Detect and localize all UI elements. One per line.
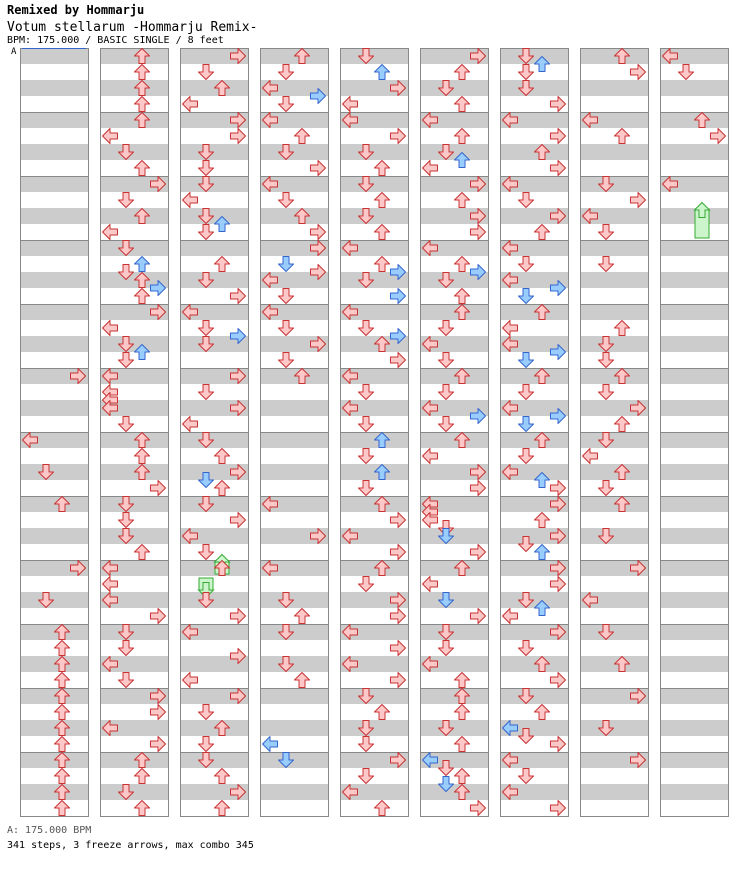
song-title: Votum stellarum -Hommarju Remix- [7, 20, 258, 35]
beat-stripe [20, 400, 88, 416]
beat-stripe [580, 240, 648, 256]
up-arrow-icon [615, 321, 630, 336]
chart-stats: 341 steps, 3 freeze arrows, max combo 345 [7, 840, 254, 851]
up-arrow-icon [135, 449, 150, 464]
down-arrow-icon [199, 161, 214, 176]
down-arrow-icon [439, 353, 454, 368]
up-arrow-icon [215, 449, 230, 464]
beat-stripe [260, 464, 328, 480]
down-arrow-icon [279, 65, 294, 80]
right-arrow-icon [391, 289, 406, 304]
right-arrow-icon [471, 609, 486, 624]
down-arrow-icon [439, 417, 454, 432]
down-arrow-icon [359, 769, 374, 784]
up-arrow-icon [535, 513, 550, 528]
up-arrow-icon [615, 129, 630, 144]
right-arrow-icon [391, 353, 406, 368]
remixer-credit: Remixed by Hommarju [7, 3, 145, 17]
left-arrow-icon [103, 321, 118, 336]
bpm-marker: A [11, 47, 17, 57]
down-arrow-icon [119, 193, 134, 208]
down-arrow-icon [599, 353, 614, 368]
up-arrow-icon [455, 289, 470, 304]
down-arrow-icon [359, 385, 374, 400]
down-arrow-icon [519, 417, 534, 432]
down-arrow-icon [199, 321, 214, 336]
right-arrow-icon [631, 65, 646, 80]
right-arrow-icon [551, 97, 566, 112]
down-arrow-icon [119, 673, 134, 688]
left-arrow-icon [583, 449, 598, 464]
left-arrow-icon [183, 97, 198, 112]
beat-stripe [20, 304, 88, 320]
right-arrow-icon [391, 545, 406, 560]
right-arrow-icon [391, 609, 406, 624]
beat-stripe [660, 656, 728, 672]
up-arrow-icon [375, 801, 390, 816]
down-arrow-icon [199, 385, 214, 400]
up-arrow-icon [375, 705, 390, 720]
left-arrow-icon [183, 193, 198, 208]
right-arrow-icon [551, 673, 566, 688]
right-arrow-icon [551, 161, 566, 176]
up-arrow-icon [455, 65, 470, 80]
right-arrow-icon [391, 673, 406, 688]
up-arrow-icon [215, 257, 230, 272]
right-arrow-icon [231, 609, 246, 624]
down-arrow-icon [279, 97, 294, 112]
up-arrow-icon [135, 161, 150, 176]
beat-stripe [20, 112, 88, 128]
right-arrow-icon [391, 641, 406, 656]
left-arrow-icon [503, 321, 518, 336]
right-arrow-icon [151, 481, 166, 496]
right-arrow-icon [311, 161, 326, 176]
beat-stripe [660, 592, 728, 608]
down-arrow-icon [359, 321, 374, 336]
down-arrow-icon [279, 289, 294, 304]
right-arrow-icon [151, 737, 166, 752]
right-arrow-icon [231, 513, 246, 528]
right-arrow-icon [551, 737, 566, 752]
beat-stripe [660, 720, 728, 736]
up-arrow-icon [455, 97, 470, 112]
beat-stripe [660, 80, 728, 96]
up-arrow-icon [215, 481, 230, 496]
right-arrow-icon [711, 129, 726, 144]
up-arrow-icon [375, 193, 390, 208]
up-arrow-icon [535, 545, 550, 560]
up-arrow-icon [375, 225, 390, 240]
up-arrow-icon [215, 769, 230, 784]
up-arrow-icon [455, 705, 470, 720]
beat-stripe [660, 624, 728, 640]
up-arrow-icon [375, 161, 390, 176]
up-arrow-icon [455, 193, 470, 208]
up-arrow-icon [55, 641, 70, 656]
right-arrow-icon [311, 225, 326, 240]
right-arrow-icon [551, 577, 566, 592]
left-arrow-icon [343, 97, 358, 112]
beat-stripe [580, 144, 648, 160]
up-arrow-icon [535, 225, 550, 240]
up-arrow-icon [455, 257, 470, 272]
beat-stripe [660, 304, 728, 320]
beat-stripe [20, 48, 88, 64]
up-arrow-icon [135, 97, 150, 112]
down-arrow-icon [199, 65, 214, 80]
right-arrow-icon [551, 129, 566, 144]
bpm-legend: A: 175.000 BPM [7, 825, 92, 836]
up-arrow-icon [455, 673, 470, 688]
up-arrow-icon [615, 417, 630, 432]
beat-stripe [20, 176, 88, 192]
right-arrow-icon [151, 609, 166, 624]
down-arrow-icon [519, 353, 534, 368]
beat-stripe [180, 240, 248, 256]
beat-stripe [660, 368, 728, 384]
beat-stripe [20, 240, 88, 256]
right-arrow-icon [391, 513, 406, 528]
left-arrow-icon [103, 225, 118, 240]
down-arrow-icon [279, 321, 294, 336]
beat-stripe [580, 80, 648, 96]
right-arrow-icon [471, 481, 486, 496]
up-arrow-icon [135, 289, 150, 304]
down-arrow-icon [359, 737, 374, 752]
left-arrow-icon [503, 609, 518, 624]
down-arrow-icon [599, 225, 614, 240]
down-arrow-icon [439, 641, 454, 656]
down-arrow-icon [359, 577, 374, 592]
down-arrow-icon [119, 641, 134, 656]
beat-stripe [660, 560, 728, 576]
down-arrow-icon [599, 481, 614, 496]
down-arrow-icon [199, 737, 214, 752]
beat-stripe [20, 80, 88, 96]
up-arrow-icon [135, 257, 150, 272]
beat-stripe [660, 400, 728, 416]
left-arrow-icon [423, 577, 438, 592]
down-arrow-icon [599, 385, 614, 400]
down-arrow-icon [199, 545, 214, 560]
down-arrow-icon [599, 257, 614, 272]
beat-stripe [260, 720, 328, 736]
down-arrow-icon [519, 385, 534, 400]
up-arrow-icon [135, 769, 150, 784]
right-arrow-icon [631, 193, 646, 208]
down-arrow-icon [519, 769, 534, 784]
right-arrow-icon [231, 129, 246, 144]
down-arrow-icon [199, 225, 214, 240]
down-arrow-icon [199, 705, 214, 720]
beat-stripe [260, 400, 328, 416]
beat-stripe [660, 272, 728, 288]
down-arrow-icon [439, 321, 454, 336]
left-arrow-icon [423, 161, 438, 176]
up-arrow-icon [295, 673, 310, 688]
beat-stripe [660, 528, 728, 544]
down-arrow-icon [519, 65, 534, 80]
down-arrow-icon [359, 481, 374, 496]
down-arrow-icon [279, 257, 294, 272]
beat-stripe [20, 144, 88, 160]
up-arrow-icon [215, 801, 230, 816]
up-arrow-icon [455, 129, 470, 144]
right-arrow-icon [231, 289, 246, 304]
left-arrow-icon [423, 449, 438, 464]
beat-stripe [580, 304, 648, 320]
beat-stripe [660, 240, 728, 256]
down-arrow-icon [359, 417, 374, 432]
chart-grid [20, 48, 729, 817]
up-arrow-icon [535, 705, 550, 720]
chart-meta: BPM: 175.000 / BASIC SINGLE / 8 feet [7, 35, 224, 46]
down-arrow-icon [279, 193, 294, 208]
right-arrow-icon [471, 545, 486, 560]
right-arrow-icon [471, 801, 486, 816]
right-arrow-icon [551, 481, 566, 496]
down-arrow-icon [439, 385, 454, 400]
down-arrow-icon [119, 353, 134, 368]
right-arrow-icon [551, 801, 566, 816]
up-arrow-icon [455, 769, 470, 784]
beat-stripe [660, 144, 728, 160]
beat-stripe [580, 272, 648, 288]
beat-stripe [660, 432, 728, 448]
up-arrow-icon [55, 673, 70, 688]
beat-stripe [260, 784, 328, 800]
left-arrow-icon [263, 737, 278, 752]
beat-stripe [260, 688, 328, 704]
up-arrow-icon [295, 609, 310, 624]
down-arrow-icon [519, 193, 534, 208]
beat-stripe [260, 432, 328, 448]
up-arrow-icon [55, 705, 70, 720]
down-arrow-icon [119, 513, 134, 528]
right-arrow-icon [391, 129, 406, 144]
left-arrow-icon [183, 673, 198, 688]
up-arrow-icon [55, 769, 70, 784]
up-arrow-icon [55, 801, 70, 816]
left-arrow-icon [103, 129, 118, 144]
up-arrow-icon [135, 545, 150, 560]
right-arrow-icon [471, 225, 486, 240]
down-arrow-icon [519, 289, 534, 304]
down-arrow-icon [679, 65, 694, 80]
right-arrow-icon [151, 705, 166, 720]
up-arrow-icon [55, 737, 70, 752]
down-arrow-icon [519, 449, 534, 464]
beat-stripe [660, 336, 728, 352]
up-arrow-icon [375, 65, 390, 80]
left-arrow-icon [183, 417, 198, 432]
beat-stripe [20, 528, 88, 544]
beat-stripe [20, 336, 88, 352]
up-arrow-icon [135, 65, 150, 80]
beat-stripe [660, 688, 728, 704]
beat-stripe [660, 464, 728, 480]
beat-stripe [660, 496, 728, 512]
up-arrow-icon [295, 129, 310, 144]
down-arrow-icon [359, 449, 374, 464]
beat-stripe [20, 208, 88, 224]
down-arrow-icon [519, 257, 534, 272]
down-arrow-icon [279, 353, 294, 368]
left-arrow-icon [103, 577, 118, 592]
up-arrow-icon [455, 737, 470, 752]
up-arrow-icon [375, 257, 390, 272]
beat-stripe [660, 752, 728, 768]
down-arrow-icon [519, 641, 534, 656]
beat-stripe [20, 272, 88, 288]
beat-stripe [660, 784, 728, 800]
beat-stripe [580, 784, 648, 800]
down-arrow-icon [119, 417, 134, 432]
up-arrow-icon [135, 801, 150, 816]
